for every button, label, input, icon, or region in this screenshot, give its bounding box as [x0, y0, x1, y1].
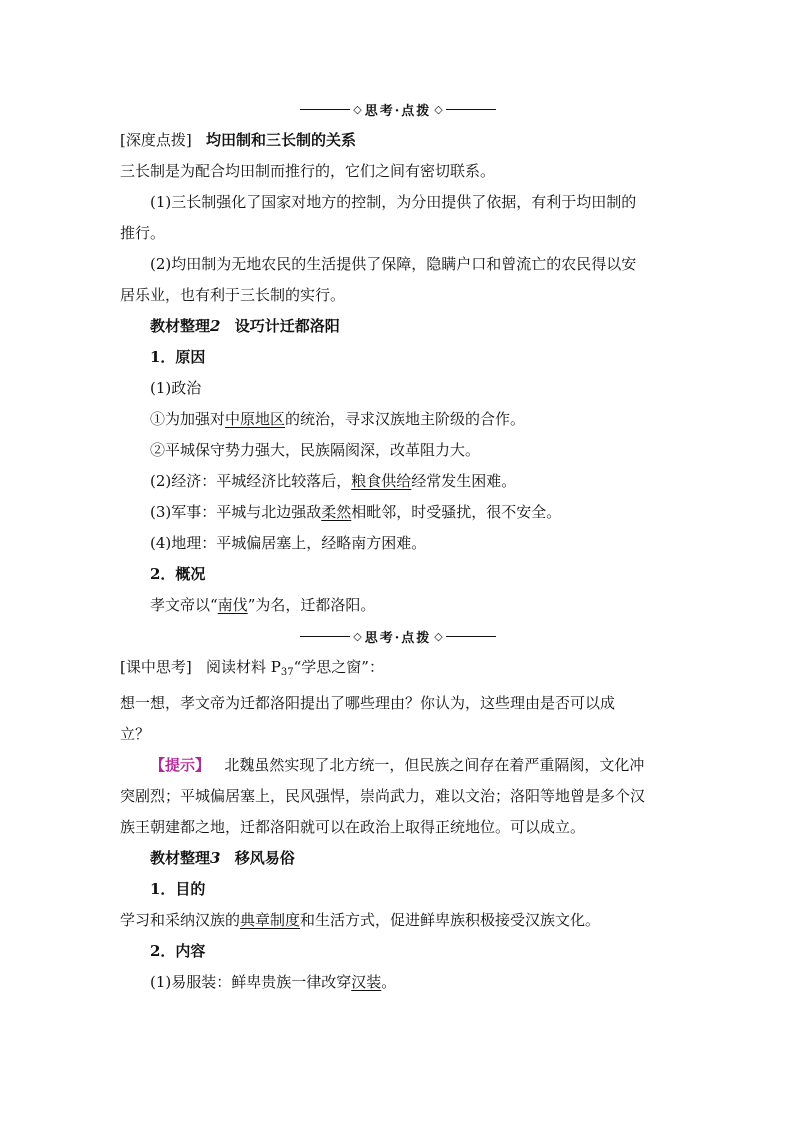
answer-line1: 【提示】 北魏虽然实现了北方统一，但民族之间存在着严重隔阂，文化冲: [150, 756, 645, 774]
section1-heading: [120, 125, 676, 156]
divider-label: 思考·点拨: [364, 104, 432, 119]
politics-heading: (1)政治: [150, 379, 202, 397]
politics-item-2: ②平城保守势力强大，民族隔阂深，改革阻力大。: [150, 441, 481, 459]
diamond-icon: ◇: [434, 103, 443, 116]
tip-label: 【提示】: [150, 756, 211, 774]
divider-rule: [300, 636, 350, 637]
section2-h2: 2．概况: [150, 565, 206, 583]
divider-rule: [446, 109, 496, 110]
geography-item: (4)地理：平城偏居塞上，经略南方困难。: [150, 534, 427, 552]
question-line2: 立？: [120, 725, 151, 743]
divider-rule: [300, 109, 350, 110]
dress-item: (1)易服装：鲜卑贵族一律改穿汉装。: [150, 973, 397, 991]
section1-p2-line2: 居乐业，也有利于三长制的实行。: [120, 286, 346, 304]
question-line1: 想一想，孝文帝为迁都洛阳提出了哪些理由？你认为，这些理由是否可以成: [120, 694, 616, 712]
section2-h1: 1．原因: [150, 348, 206, 366]
diamond-icon: ◇: [353, 103, 362, 116]
answer-line3: 族王朝建都之地，迁都洛阳就可以在政治上取得正统地位。可以成立。: [120, 818, 586, 836]
section2-head-prefix: 教材整理: [150, 317, 211, 335]
divider-label: 思考·点拨: [364, 631, 432, 646]
underlined-term: 粮食供给: [351, 472, 412, 490]
underlined-term: 中原地区: [225, 410, 286, 428]
section2-heading: [120, 311, 676, 342]
section4-head-title: 移风易俗: [234, 849, 295, 867]
underlined-term: 柔然: [321, 503, 352, 521]
section1-title: 均田制和三长制的关系: [206, 131, 357, 149]
section1-p2-line1: (2)均田制为无地农民的生活提供了保障，隐瞒户口和曾流亡的农民得以安: [150, 255, 637, 273]
document-page: [120, 94, 676, 998]
economy-item: (2)经济：平城经济比较落后，粮食供给经常发生困难。: [150, 472, 517, 490]
section2-head-num: 2: [210, 317, 221, 335]
section3-heading: [课中思考] 阅读材料 $P_{37}“$学思之窗”：: [120, 658, 384, 678]
section1-p1-line1: (1)三长制强化了国家对地方的控制，为分田提供了依据，有利于均田制的: [150, 193, 637, 211]
section-divider: [120, 94, 676, 125]
section4-heading: [120, 843, 676, 874]
underlined-term: 汉装: [351, 973, 382, 991]
section2-head-title: 设巧计迁都洛阳: [234, 317, 340, 335]
diamond-icon: ◇: [434, 630, 443, 643]
section4-h2: 2．内容: [150, 942, 206, 960]
section1-p1-line2: 推行。: [120, 224, 166, 242]
underlined-term: 典章制度: [240, 911, 301, 929]
politics-item-1: ①为加强对中原地区的统治，寻求汉族地主阶级的合作。: [150, 410, 526, 428]
section1-intro: 三长制是为配合均田制而推行的，它们之间有密切联系。: [120, 162, 496, 180]
section4-head-prefix: 教材整理: [150, 849, 211, 867]
section4-h1: 1．目的: [150, 880, 206, 898]
underlined-term: 南伐: [217, 596, 248, 614]
section-divider: [120, 621, 676, 652]
section4-head-num: 3: [210, 849, 221, 867]
answer-line2: 突剧烈；平城偏居塞上，民风强悍，崇尚武力，难以文治；洛阳等地曾是多个汉: [120, 787, 646, 805]
diamond-icon: ◇: [353, 630, 362, 643]
section3-tag: [课中思考]: [120, 658, 192, 676]
divider-rule: [446, 636, 496, 637]
section1-tag: [深度点拨]: [120, 131, 192, 149]
purpose-text: 学习和采纳汉族的典章制度和生活方式，促进鲜卑族积极接受汉族文化。: [120, 911, 601, 929]
military-item: (3)军事：平城与北边强敌柔然相毗邻，时受骚扰，很不安全。: [150, 503, 562, 521]
overview-text: 孝文帝以“南伐”为名，迁都洛阳。: [150, 596, 376, 614]
